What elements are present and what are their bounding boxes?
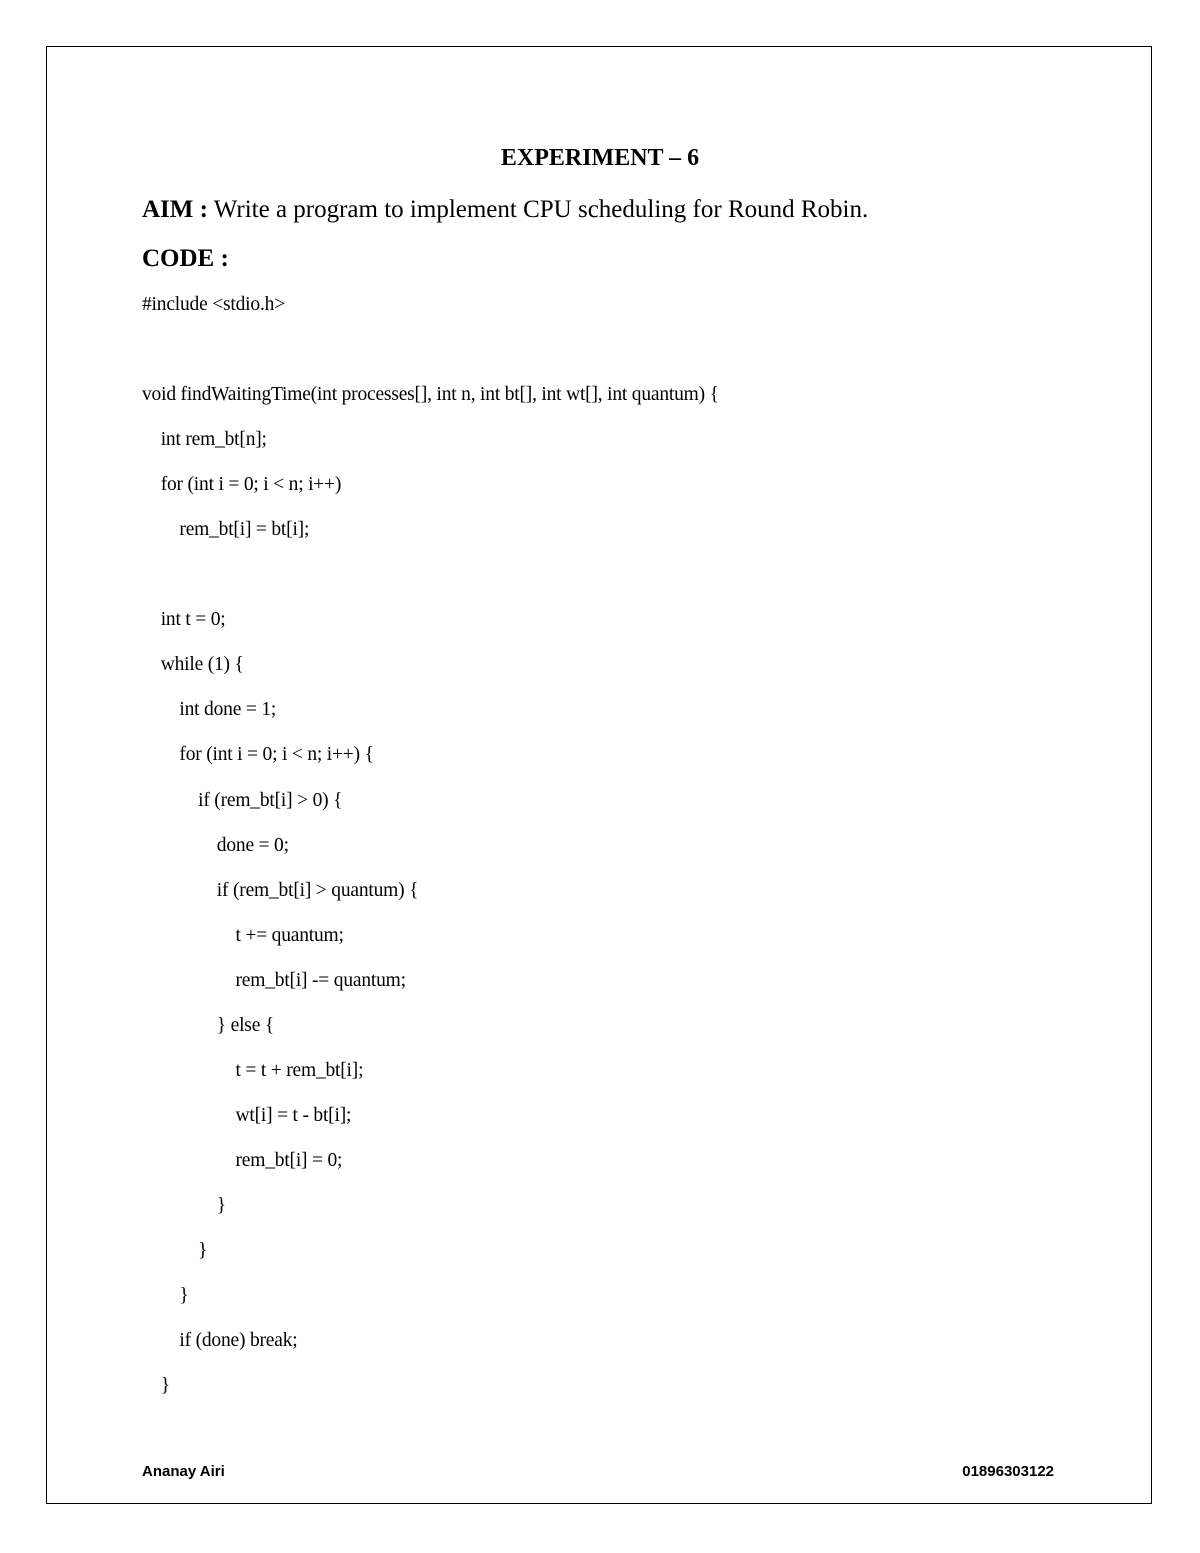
aim-text: Write a program to implement CPU scheduling for Round Robin. — [213, 196, 869, 223]
code-line: if (rem_bt[i] > 0) { — [142, 789, 343, 811]
code-line: for (int i = 0; i < n; i++) { — [142, 744, 374, 766]
code-line: } — [142, 1285, 189, 1307]
code-line: int t = 0; — [142, 609, 226, 631]
code-line: } — [142, 1239, 208, 1261]
code-line: } else { — [142, 1014, 274, 1036]
code-line: } — [142, 1194, 226, 1216]
code-line: rem_bt[i] -= quantum; — [142, 969, 406, 991]
code-line: void findWaitingTime(int processes[], int n, int bt[], int wt[], int quantum) { — [142, 384, 719, 406]
code-line — [142, 562, 719, 607]
code-line: rem_bt[i] = 0; — [142, 1149, 343, 1171]
code-line: t = t + rem_bt[i]; — [142, 1059, 364, 1081]
code-heading: CODE : — [142, 245, 229, 272]
code-line: } — [142, 1375, 170, 1397]
code-block — [142, 292, 719, 1418]
code-line: t += quantum; — [142, 924, 344, 946]
code-line: if (done) break; — [142, 1330, 298, 1352]
code-line — [142, 337, 719, 382]
code-line: wt[i] = t - bt[i]; — [142, 1104, 352, 1126]
code-line: #include <stdio.h> — [142, 294, 285, 315]
code-line: rem_bt[i] = bt[i]; — [142, 519, 310, 541]
code-line: while (1) { — [142, 654, 244, 676]
page-title: EXPERIMENT – 6 — [500, 145, 700, 171]
code-line: done = 0; — [142, 834, 289, 856]
code-line: if (rem_bt[i] > quantum) { — [142, 879, 419, 901]
footer-author-name: Ananay Airi — [142, 1463, 225, 1480]
code-line: int done = 1; — [142, 699, 277, 721]
code-line: for (int i = 0; i < n; i++) — [142, 474, 342, 496]
aim-label: AIM : — [142, 196, 208, 223]
footer-roll-number: 01896303122 — [962, 1463, 1054, 1480]
aim-statement — [142, 194, 868, 226]
code-line: int rem_bt[n]; — [142, 429, 267, 451]
